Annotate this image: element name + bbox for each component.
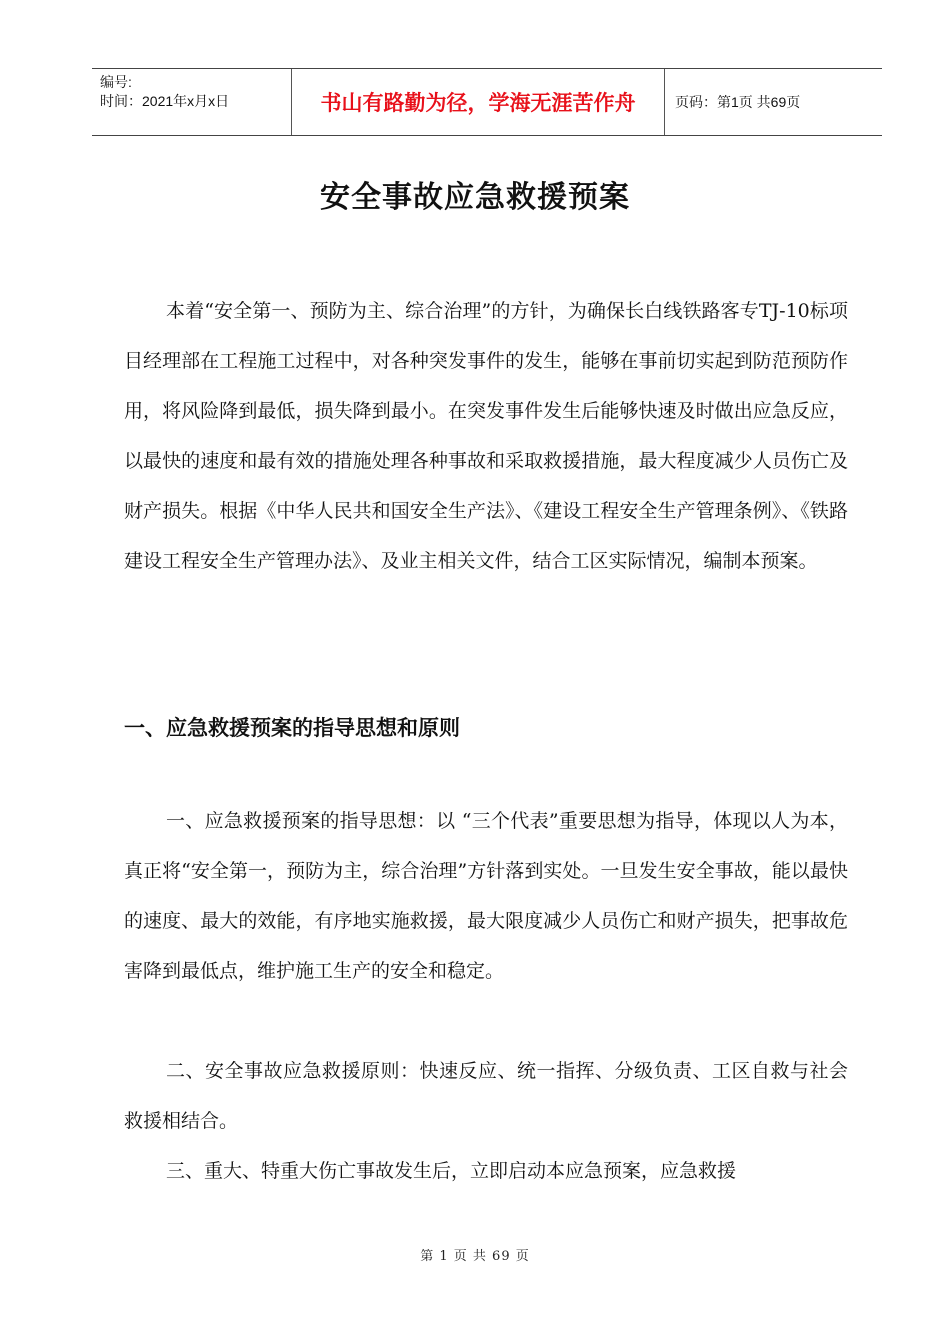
document-header (92, 68, 882, 136)
intro-paragraph: 本着“安全第一、预防为主、综合治理”的方针，为确保长白线铁路客专TJ-10标项目经理部在工程施工过程中，对各种突发事件的发生，能够在事前切实起到防范预防作用，将风险降到最低，损失降到最小。在突发事件发生后能够快速及时做出应急反应，以最快的速度和最有效的措施处理各种事故和采取救援措施，最大程度减少人员伤亡及财产损失。根据《中华人民共和国安全生产法》、《建设工程安全生产管理条例》、《铁路建设工程安全生产管理办法》、及业主相关文件，结合工区实际情况，编制本预案。 (124, 300, 848, 572)
document-number-label: 编号: (100, 74, 132, 90)
guiding-principle-paragraph: 一、应急救援预案的指导思想：以 “三个代表”重要思想为指导，体现以人为本，真正将“安全第一，预防为主，综合治理”方针落到实处。一旦发生安全事故，能以最快的速度、最大的效能，有序地实施救援，最大限度减少人员伤亡和财产损失，把事故危害降到最低点，维护施工生产的安全和稳定。 (124, 810, 848, 982)
section-heading-1: 一、应急救援预案的指导思想和原则 (124, 716, 460, 740)
header-motto-cell (292, 69, 665, 135)
document-date: 时间：2021年x月x日 (100, 93, 230, 109)
page-footer: 第 1 页 共 69 页 (420, 1249, 530, 1264)
activation-paragraph: 三、重大、特重大伤亡事故发生后，立即启动本应急预案，应急救援 (166, 1160, 737, 1182)
header-page-cell (665, 69, 882, 135)
rescue-principle-paragraph: 二、安全事故应急救援原则：快速反应、统一指挥、分级负责、工区自救与社会救援相结合。 (124, 1060, 848, 1132)
document-title: 安全事故应急救援预案 (320, 180, 630, 215)
header-motto: 书山有路勤为径，学海无涯苦作舟 (320, 90, 636, 115)
header-page-info: 页码：第1页 共69页 (675, 94, 801, 110)
header-meta-cell (92, 69, 292, 135)
